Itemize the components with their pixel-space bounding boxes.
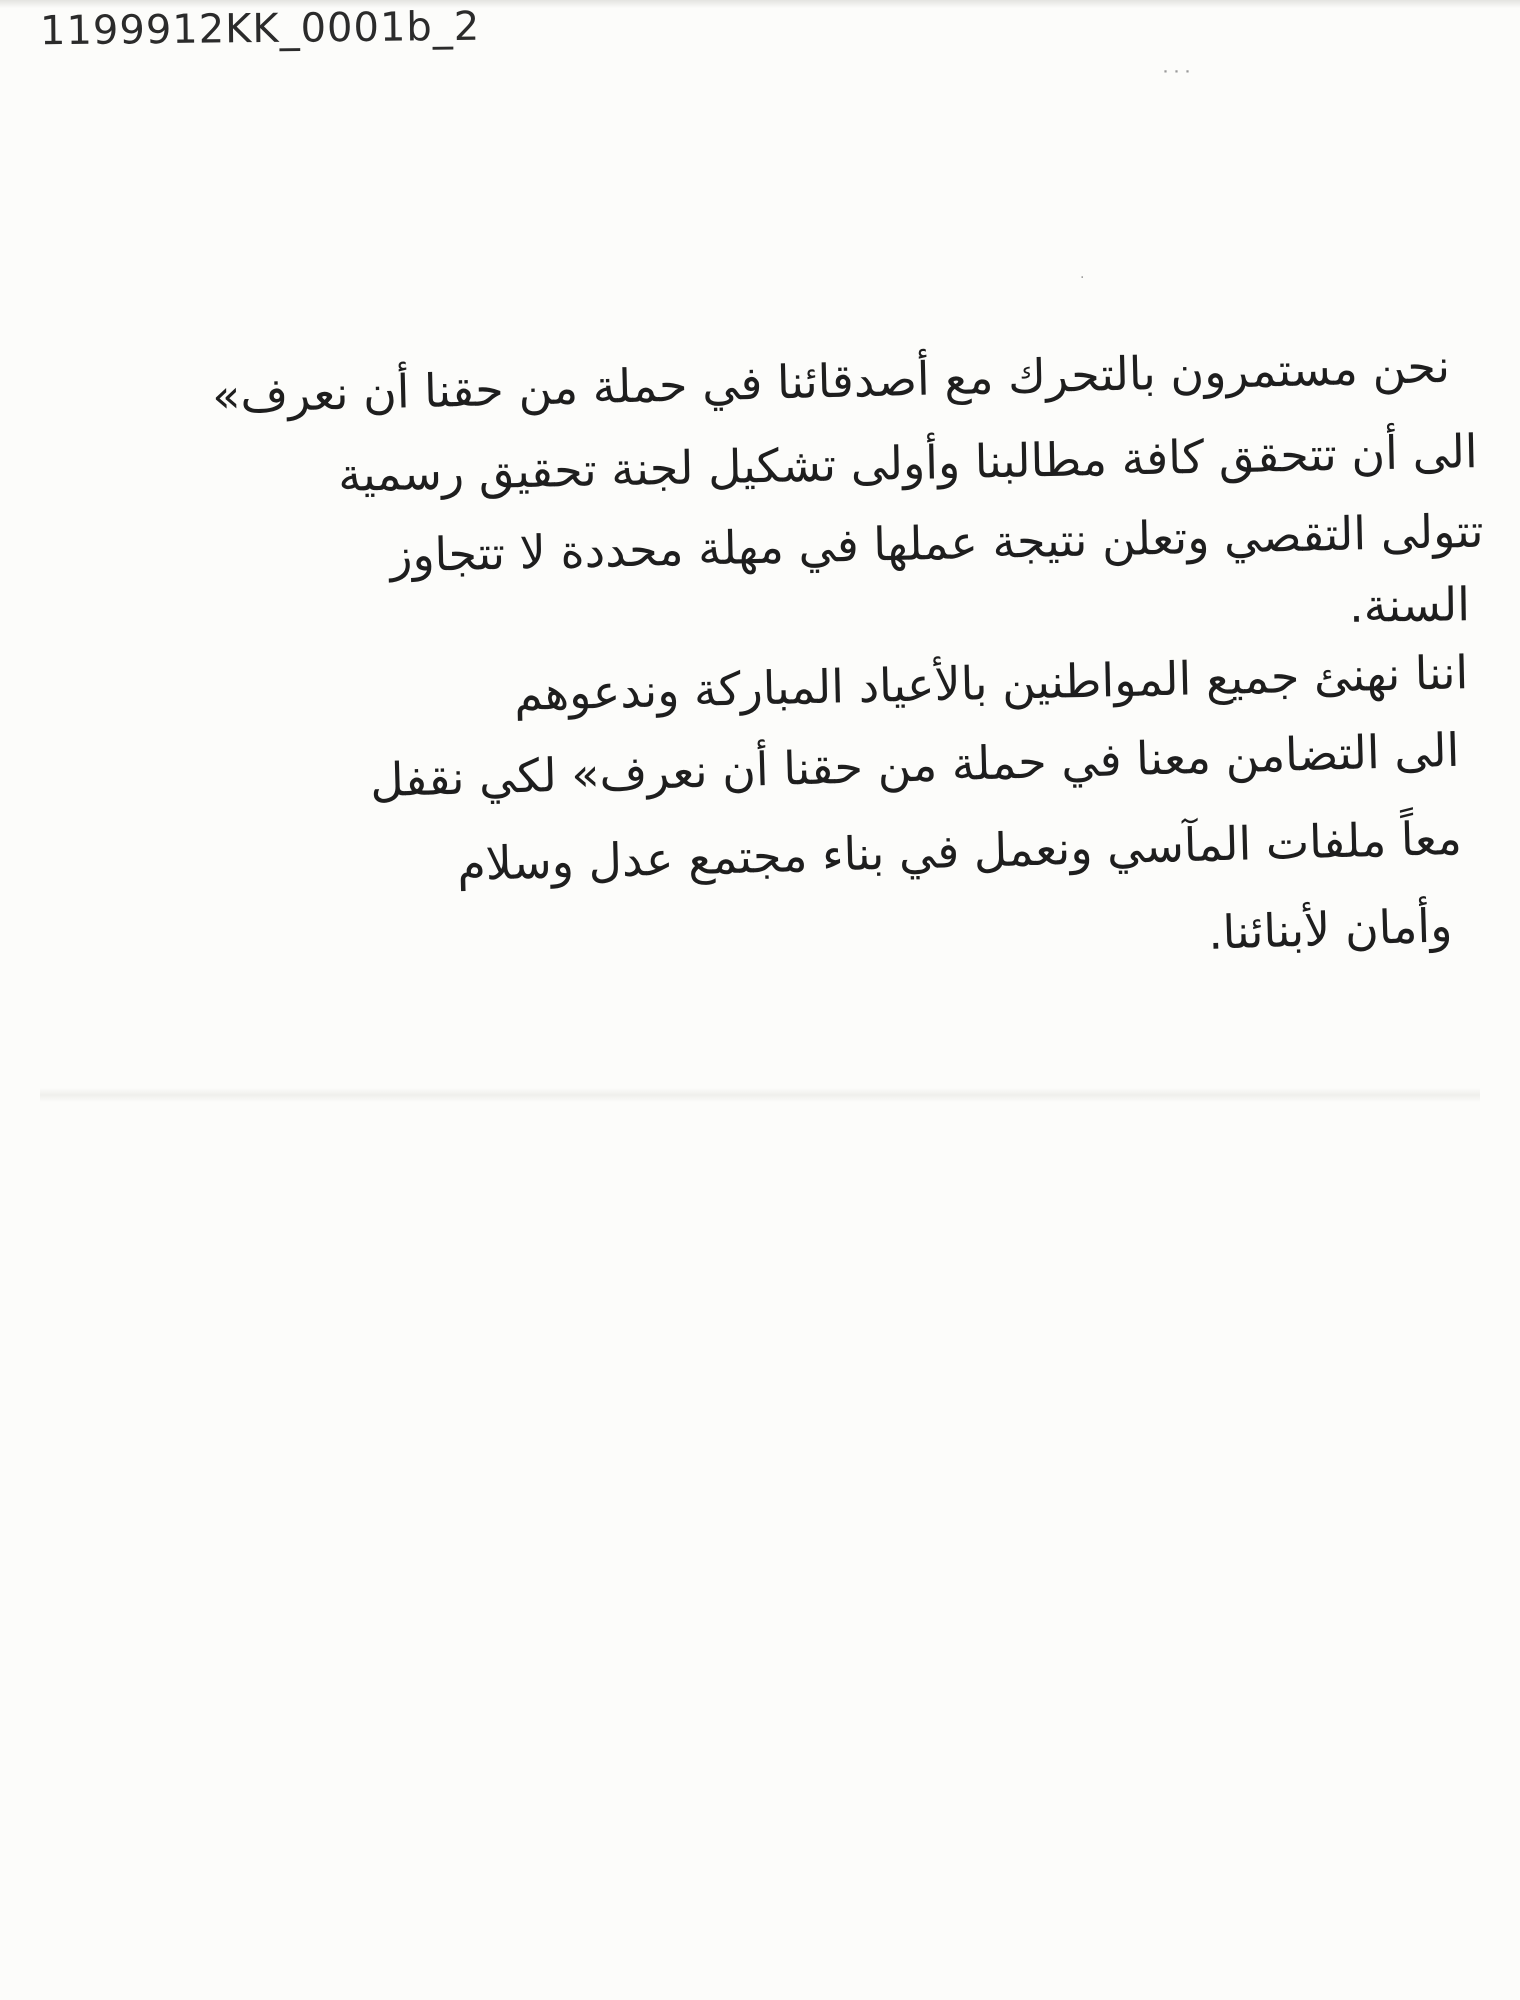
letter-line-6: الى التضامن معنا في حملة من حقنا أن نعرف» لكي نقفل	[369, 722, 1461, 808]
letter-line-8: وأمان لأبنائنا.	[1206, 898, 1453, 960]
document-id-stamp: 1199912KK_0001b_2	[39, 3, 481, 55]
scan-speck: ·	[1080, 270, 1085, 286]
scan-speck: ˙˙˙	[1160, 68, 1193, 93]
letter-line-4: السنة.	[1348, 577, 1471, 633]
letter-line-7: معاً ملفات المآسي ونعمل في بناء مجتمع عدل وسلام	[456, 810, 1463, 892]
letter-line-2: الى أن تتحقق كافة مطالبنا وأولى تشكيل لجنة تحقيق رسمية	[337, 424, 1479, 502]
letter-line-5: اننا نهنئ جميع المواطنين بالأعياد المباركة وندعوهم	[513, 645, 1469, 721]
letter-line-1: نحن مستمرون بالتحرك مع أصدقائنا في حملة من حقنا أن نعرف»	[211, 338, 1451, 424]
letter-line-3: تتولى التقصي وتعلن نتيجة عملها في مهلة محددة لا تتجاوز	[389, 503, 1485, 583]
scan-fold-shadow	[40, 1088, 1480, 1102]
